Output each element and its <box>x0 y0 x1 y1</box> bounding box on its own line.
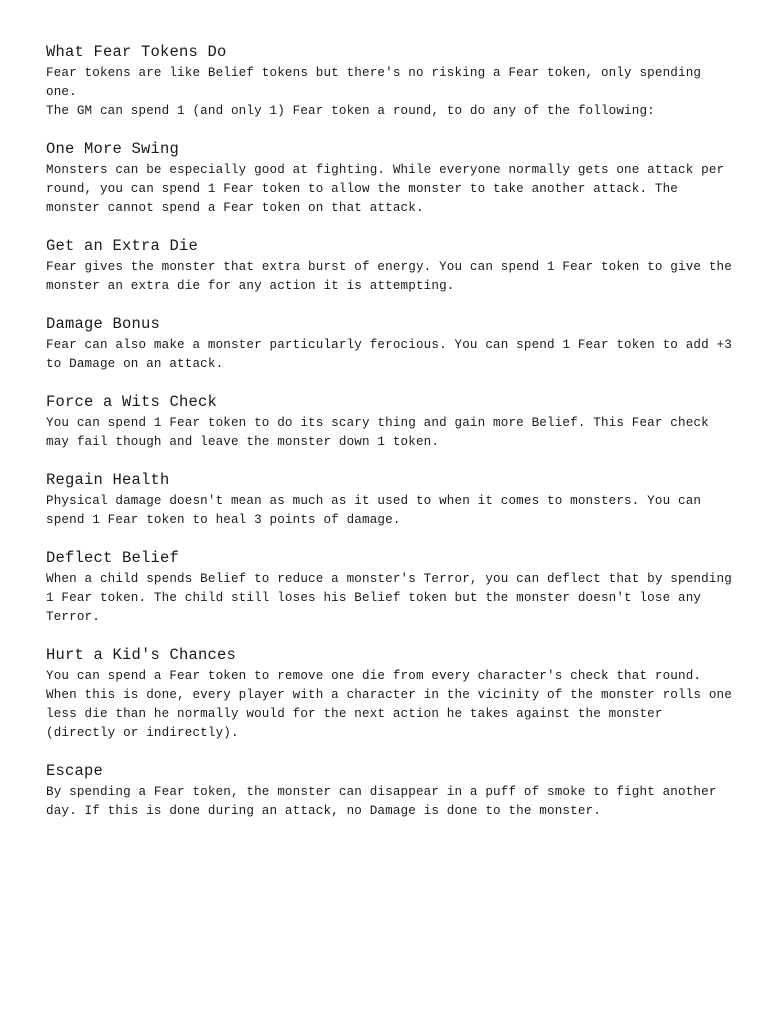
section-heading: What Fear Tokens Do <box>46 43 227 61</box>
section-heading: Hurt a Kid's Chances <box>46 646 237 664</box>
document-page <box>46 40 736 821</box>
section-paragraph: The GM can spend 1 (and only 1) Fear token a round, to do any of the following: <box>46 104 655 118</box>
section-heading: Regain Health <box>46 471 170 489</box>
section-heading: One More Swing <box>46 140 180 158</box>
section-paragraph: Fear can also make a monster particularly ferocious. You can spend 1 Fear token to add +3 to Damage on an attack. <box>46 338 732 371</box>
section-regain-health <box>46 468 736 530</box>
section-what-fear-tokens-do <box>46 40 736 121</box>
section-heading: Escape <box>46 762 104 780</box>
section-paragraph: Physical damage doesn't mean as much as it used to when it comes to monsters. You can spend 1 Fear token to heal 3 points of damage. <box>46 494 702 527</box>
section-hurt-a-kids-chances <box>46 643 736 743</box>
section-one-more-swing <box>46 137 736 218</box>
section-heading: Force a Wits Check <box>46 393 218 411</box>
section-damage-bonus <box>46 312 736 374</box>
section-paragraph: By spending a Fear token, the monster can disappear in a puff of smoke to fight another day. If this is done during an attack, no Damage is done to the monster. <box>46 785 717 818</box>
section-escape <box>46 759 736 821</box>
section-paragraph: You can spend a Fear token to remove one die from every character's check that round. When this is done, every player with a character in the vicinity of the monster rolls one less die than he normally would for the next action he takes against the monster (directly or indirectly). <box>46 669 732 740</box>
section-paragraph: When a child spends Belief to reduce a monster's Terror, you can deflect that by spending 1 Fear token. The child still loses his Belief token but the monster doesn't lose any Terror. <box>46 572 732 624</box>
section-get-an-extra-die <box>46 234 736 296</box>
section-paragraph: Fear gives the monster that extra burst of energy. You can spend 1 Fear token to give the monster an extra die for any action it is attempting. <box>46 260 732 293</box>
section-deflect-belief <box>46 546 736 627</box>
section-heading: Damage Bonus <box>46 315 161 333</box>
section-heading: Deflect Belief <box>46 549 180 567</box>
section-paragraph: You can spend 1 Fear token to do its scary thing and gain more Belief. This Fear check may fail though and leave the monster down 1 token. <box>46 416 709 449</box>
section-paragraph: Monsters can be especially good at fighting. While everyone normally gets one attack per round, you can spend 1 Fear token to allow the monster to take another attack. The monster cannot spend a Fear token on that attack. <box>46 163 725 215</box>
section-paragraph: Fear tokens are like Belief tokens but there's no risking a Fear token, only spending one. <box>46 66 702 99</box>
section-force-a-wits-check <box>46 390 736 452</box>
section-heading: Get an Extra Die <box>46 237 199 255</box>
